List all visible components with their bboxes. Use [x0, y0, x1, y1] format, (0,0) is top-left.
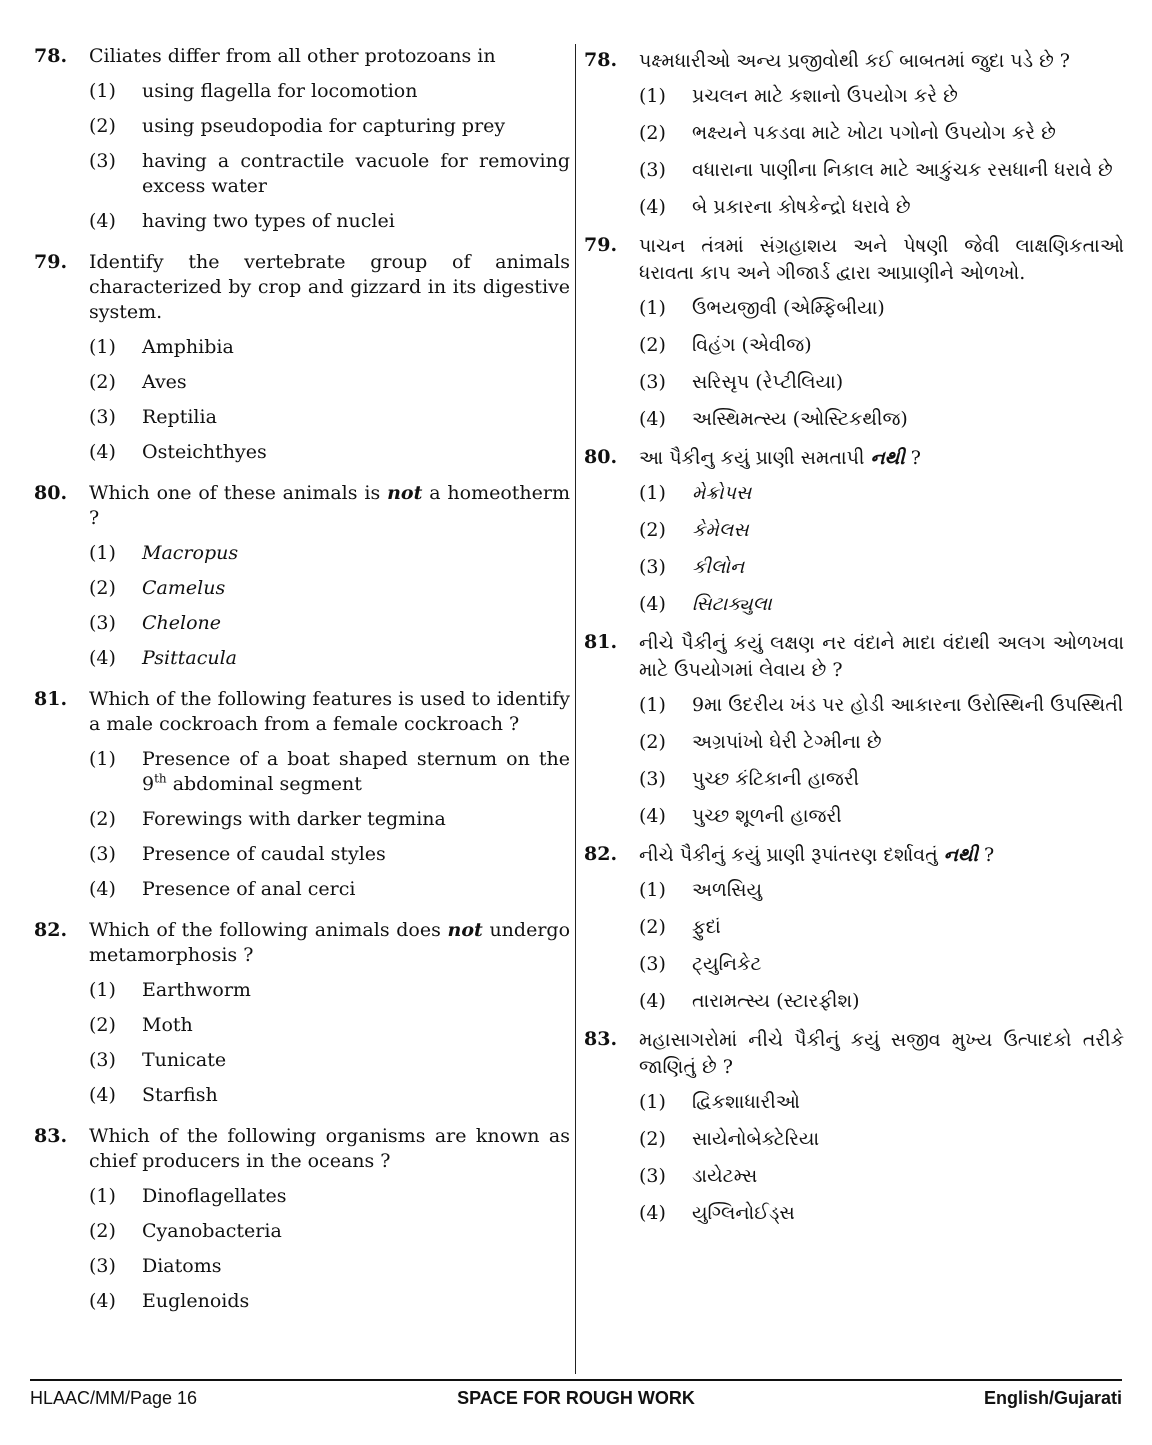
option-text: Diatoms — [142, 1255, 222, 1277]
option-index: (1) — [639, 297, 666, 319]
question-number: 79. — [34, 251, 68, 273]
option-text: Camelus — [142, 577, 226, 599]
option-text: પુચ્છ કંટિકાની હાજરી — [692, 768, 860, 790]
question-number: 82. — [34, 919, 68, 941]
option — [89, 842, 570, 867]
option-text: Chelone — [142, 612, 222, 634]
option-index: (1) — [639, 694, 666, 716]
option-text: Forewings with darker tegmina — [142, 808, 446, 830]
question-79-en — [34, 250, 570, 465]
question-text-part: નીચે પૈકીનું કયું પ્રાણી રૂપાંતરણ દર્શાવતું — [639, 844, 938, 866]
option — [89, 611, 570, 636]
option-text: ટ્યુનિકેટ — [692, 953, 762, 975]
option-text: અસ્થિમત્સ્ય (ઓસ્ટિકથીજ) — [692, 408, 908, 430]
option-text: મેક્રોપસ — [692, 482, 752, 504]
option-index: (4) — [89, 647, 116, 669]
option-index: (2) — [89, 115, 116, 137]
option — [89, 877, 570, 902]
option-index: (4) — [89, 441, 116, 463]
question-text: Identify the vertebrate group of animals characterized by crop and gizzard in its digestive system. — [89, 251, 570, 323]
option — [89, 335, 570, 360]
option-text: Earthworm — [142, 979, 251, 1001]
option — [639, 1126, 1124, 1153]
option-text: વિહંગ (એવીજ) — [692, 334, 812, 356]
option-index: (1) — [89, 542, 116, 564]
option-index: (2) — [89, 1014, 116, 1036]
question-78-gu — [584, 48, 1124, 221]
question-80-gu — [584, 445, 1124, 618]
option — [639, 480, 1124, 507]
option-text: દ્વિકશાધારીઓ — [692, 1091, 800, 1113]
option-index: (3) — [89, 150, 116, 172]
option-text: તારામત્સ્ય (સ્ટારફીશ) — [692, 990, 860, 1012]
option — [89, 807, 570, 832]
question-text: Which of the following features is used to identify a male cockroach from a female cockroach ? — [89, 688, 570, 735]
option-index: (1) — [639, 1091, 666, 1113]
option-index: (3) — [89, 406, 116, 428]
option-text: યુગ્લિનોઈડ્સ — [692, 1202, 795, 1224]
option — [89, 114, 570, 139]
option-index: (4) — [89, 1290, 116, 1312]
option-text-part: Presence of a boat shaped sternum on the 9 — [142, 748, 570, 795]
option-index: (1) — [89, 80, 116, 102]
superscript-th: th — [154, 771, 167, 786]
option — [639, 988, 1124, 1015]
option-index: (3) — [639, 556, 666, 578]
option — [639, 120, 1124, 147]
question-text — [89, 481, 570, 531]
question-number: 81. — [34, 688, 68, 710]
option — [89, 1184, 570, 1209]
option-index: (3) — [639, 768, 666, 790]
option — [639, 1200, 1124, 1227]
option-index: (1) — [639, 879, 666, 901]
question-text — [639, 445, 1124, 472]
option-index: (1) — [89, 1185, 116, 1207]
option — [639, 692, 1124, 719]
question-text-part: Which one of these animals is — [89, 482, 381, 504]
option-text: Euglenoids — [142, 1290, 250, 1312]
option-text: using flagella for locomotion — [142, 80, 418, 102]
option — [89, 79, 570, 104]
question-83-en — [34, 1124, 570, 1314]
question-text: Which of the following organisms are known as chief producers in the oceans ? — [89, 1125, 570, 1172]
option — [89, 149, 570, 199]
question-number: 80. — [584, 446, 618, 468]
option — [639, 157, 1124, 184]
option-text: using pseudopodia for capturing prey — [142, 115, 506, 137]
option — [89, 646, 570, 671]
option — [89, 747, 570, 797]
option — [89, 405, 570, 430]
option-index: (3) — [639, 953, 666, 975]
question-text: નીચે પૈકીનું કયું લક્ષણ નર વંદાને માદા વંદાથી અલગ ઓળખવા માટે ઉપયોગમાં લેવાય છે ? — [639, 632, 1124, 681]
option — [89, 440, 570, 465]
option — [89, 978, 570, 1003]
option-text: Osteichthyes — [142, 441, 267, 463]
option-text: 9મા ઉદરીય ખંડ પર હોડી આકારના ઉરોસ્થિની ઉપસ્થિતી — [692, 694, 1124, 716]
option-index: (1) — [639, 85, 666, 107]
option-text: પ્રચલન માટે કશાનો ઉપયોગ કરે છે — [692, 85, 958, 107]
option — [89, 576, 570, 601]
question-text — [89, 918, 570, 968]
question-text-part: Which of the following animals does — [89, 919, 441, 941]
option — [639, 369, 1124, 396]
emphasis-not: નથી — [870, 447, 905, 469]
option-index: (1) — [639, 482, 666, 504]
question-number: 83. — [34, 1125, 68, 1147]
question-number: 81. — [584, 631, 618, 653]
option-index: (2) — [639, 122, 666, 144]
option-text: સિટાક્યુલા — [692, 593, 772, 615]
question-80-en — [34, 481, 570, 671]
question-83-gu — [584, 1027, 1124, 1227]
option-index: (2) — [639, 334, 666, 356]
question-number: 83. — [584, 1028, 618, 1050]
question-number: 78. — [34, 45, 68, 67]
question-number: 80. — [34, 482, 68, 504]
option-text: ડાયેટમ્સ — [692, 1165, 758, 1187]
question-text-part: ? — [910, 447, 921, 469]
question-number: 82. — [584, 843, 618, 865]
emphasis-not: નથી — [943, 844, 978, 866]
option-index: (2) — [89, 577, 116, 599]
option — [639, 554, 1124, 581]
question-78-en — [34, 44, 570, 234]
option-text: having a contractile vacuole for removing excess water — [142, 150, 570, 197]
option-index: (2) — [89, 371, 116, 393]
option — [639, 877, 1124, 904]
option — [639, 766, 1124, 793]
language-label: English/Gujarati — [983, 1388, 1122, 1408]
english-column — [34, 44, 570, 1330]
question-79-gu — [584, 233, 1124, 433]
option — [639, 729, 1124, 756]
rough-work-label: SPACE FOR ROUGH WORK — [457, 1388, 695, 1408]
option-text: having two types of nuclei — [142, 210, 395, 232]
option-index: (2) — [639, 731, 666, 753]
option — [639, 803, 1124, 830]
option-index: (3) — [89, 1049, 116, 1071]
question-text: પક્ષ્મધારીઓ અન્ય પ્રજીવોથી કઈ બાબતમાં જુદા પડે છે ? — [639, 50, 1070, 72]
option-index: (4) — [639, 805, 666, 827]
emphasis-not: not — [447, 919, 483, 941]
option-index: (4) — [639, 593, 666, 615]
option-text: અળસિયુ — [692, 879, 763, 901]
option-index: (3) — [639, 371, 666, 393]
option — [89, 1083, 570, 1108]
option — [89, 1219, 570, 1244]
option-text: Macropus — [142, 542, 239, 564]
option-text: કીલોન — [692, 556, 745, 578]
question-81-en — [34, 687, 570, 902]
option-index: (2) — [89, 1220, 116, 1242]
option — [639, 951, 1124, 978]
option-index: (4) — [89, 210, 116, 232]
option — [89, 1048, 570, 1073]
option-index: (4) — [89, 1084, 116, 1106]
option — [639, 406, 1124, 433]
option-text — [142, 747, 570, 797]
option-index: (2) — [639, 916, 666, 938]
option-text: સરિસૃપ (રેપ્ટીલિયા) — [692, 371, 844, 393]
option — [89, 209, 570, 234]
option-text: સાયેનોબેક્ટેરિયા — [692, 1128, 820, 1150]
option-index: (4) — [639, 990, 666, 1012]
option-index: (3) — [639, 159, 666, 181]
option — [639, 1163, 1124, 1190]
option-index: (1) — [89, 748, 116, 770]
question-text — [639, 842, 1124, 869]
option-text: Starfish — [142, 1084, 218, 1106]
option — [639, 332, 1124, 359]
option — [89, 1254, 570, 1279]
option-text: વધારાના પાણીના નિકાલ માટે આકુંચક રસધાની ધરાવે છે — [692, 159, 1113, 181]
column-divider — [575, 44, 576, 1374]
option-text: ફુદાં — [692, 916, 721, 938]
footer-rule — [30, 1379, 1122, 1381]
option — [639, 83, 1124, 110]
question-text-part: undergo metamorphosis ? — [89, 919, 571, 966]
page-code: HLAAC/MM/Page 16 — [30, 1388, 198, 1408]
option-text: પુચ્છ શૂળની હાજરી — [692, 805, 842, 827]
option-index: (4) — [89, 878, 116, 900]
option-text: Dinoflagellates — [142, 1185, 287, 1207]
option-index: (4) — [639, 196, 666, 218]
option — [89, 1013, 570, 1038]
option-index: (2) — [639, 519, 666, 541]
option-text: Cyanobacteria — [142, 1220, 282, 1242]
question-number: 79. — [584, 234, 618, 256]
option — [89, 1289, 570, 1314]
question-text-part: ? — [984, 844, 995, 866]
option-text: Tunicate — [142, 1049, 227, 1071]
option-index: (2) — [89, 808, 116, 830]
option-index: (4) — [639, 408, 666, 430]
option-text: ભક્ષ્યને પકડવા માટે ખોટા પગોનો ઉપયોગ કરે છે — [692, 122, 1056, 144]
option-text: કેમેલસ — [692, 519, 749, 541]
option-index: (3) — [639, 1165, 666, 1187]
question-text: Ciliates differ from all other protozoans in — [89, 45, 496, 67]
question-text-part: આ પૈકીનુ કયું પ્રાણી સમતાપી — [639, 447, 865, 469]
option-index: (4) — [639, 1202, 666, 1224]
question-text: પાચન તંત્રમાં સંગ્રહાશય અને પેષણી જેવી લાક્ષણિકતાઓ ધરાવતા કાપ અને ગીજાર્ડ દ્વારા આપ્રાણીને ઓળખો. — [639, 235, 1124, 284]
emphasis-not: not — [387, 482, 423, 504]
option — [639, 591, 1124, 618]
question-text-part: a homeotherm ? — [89, 482, 571, 529]
option — [639, 517, 1124, 544]
question-81-gu — [584, 630, 1124, 830]
option-text: Presence of caudal styles — [142, 843, 386, 865]
option-text: Aves — [142, 371, 187, 393]
option-text: Reptilia — [142, 406, 217, 428]
option-index: (3) — [89, 843, 116, 865]
gujarati-column — [584, 48, 1124, 1239]
page-footer — [30, 1388, 1122, 1414]
question-82-gu — [584, 842, 1124, 1015]
question-82-en — [34, 918, 570, 1108]
option-index: (1) — [89, 336, 116, 358]
option-text: ઉભયજીવી (એમ્ફિબીયા) — [692, 297, 885, 319]
option-text: Moth — [142, 1014, 193, 1036]
option — [639, 914, 1124, 941]
option — [639, 1089, 1124, 1116]
option-index: (2) — [639, 1128, 666, 1150]
option — [639, 295, 1124, 322]
option-text: Presence of anal cerci — [142, 878, 356, 900]
option-index: (3) — [89, 612, 116, 634]
option-index: (3) — [89, 1255, 116, 1277]
option-text: બે પ્રકારના કોષકેન્દ્રો ધરાવે છે — [692, 196, 911, 218]
question-number: 78. — [584, 49, 618, 71]
option-text: Psittacula — [142, 647, 237, 669]
option-text: અગ્રપાંખો ઘેરી ટેગ્મીના છે — [692, 731, 882, 753]
option-index: (1) — [89, 979, 116, 1001]
option — [89, 541, 570, 566]
option-text-part: abdominal segment — [166, 773, 362, 795]
question-text: મહાસાગરોમાં નીચે પૈકીનું કયું સજીવ મુખ્ય ઉત્પાદકો તરીકે જાણિતું છે ? — [639, 1029, 1124, 1078]
option — [639, 194, 1124, 221]
option-text: Amphibia — [142, 336, 234, 358]
option — [89, 370, 570, 395]
